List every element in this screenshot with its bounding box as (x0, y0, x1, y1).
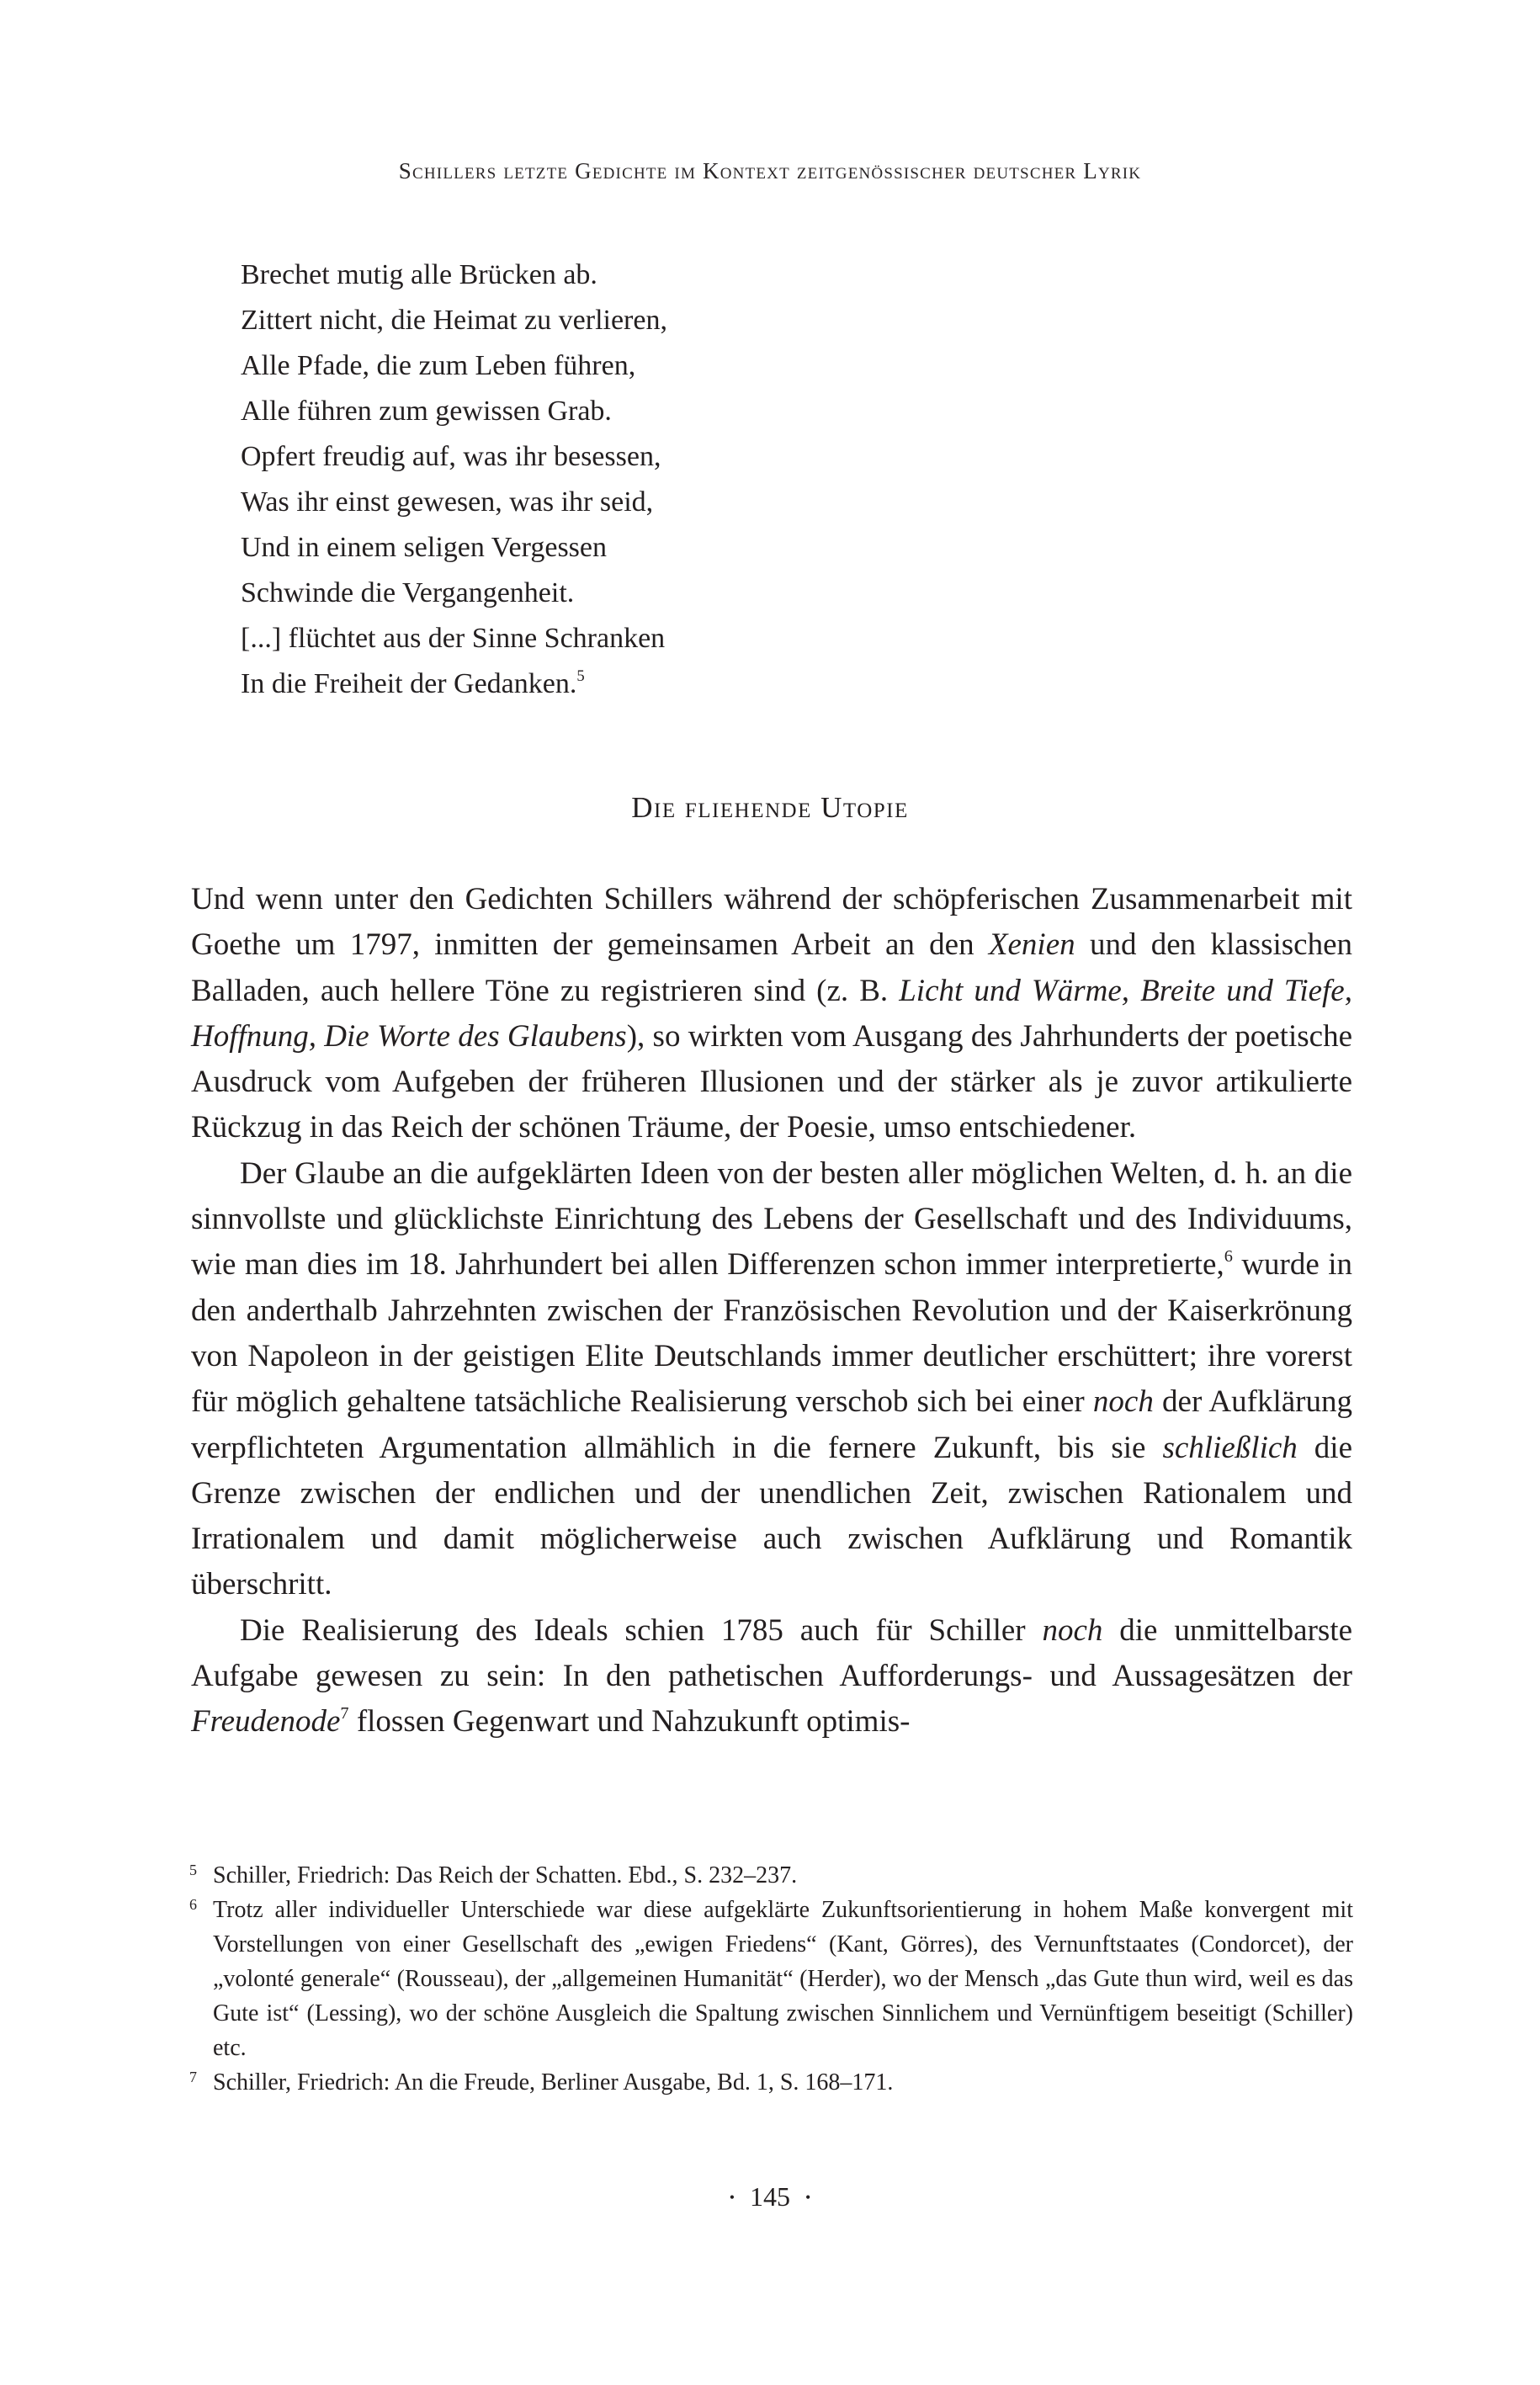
poem-line: [...] flüchtet aus der Sinne Schranken (241, 623, 666, 654)
footnote-ref-6[interactable]: 6 (1224, 1247, 1233, 1267)
text-run: wurde in den anderthalb Jahrzehnten zwischen der Französischen Revolution und der Kaiserkrönung von Napoleon in der geistigen Elite Deutschlands immer deutlicher erschüttert; ihre vorerst für möglich gehaltene tatsächliche Realisierung verschob sich bei einer (191, 1247, 1353, 1420)
text-run: und den klassischen Balladen, auch hellere Töne zu registrieren sind (z. B. (191, 927, 1352, 1008)
footnote-text: Schiller, Friedrich: An die Freude, Berliner Ausgabe, Bd. 1, S. 168–171. (213, 2069, 894, 2096)
text-run: Der Glaube an die aufgeklärten Ideen von der besten aller möglichen Welten, d. h. an die sinnvollste und glücklichste Einrichtung des Lebens der Gesellschaft und des Individuums, wie man dies im 18. Jahrhundert bei allen Differenzen schon immer interpretierte, (191, 1155, 1352, 1283)
footnote-7 (189, 2065, 1353, 2100)
italic-emphasis: noch (1092, 1384, 1154, 1420)
page-number (0, 2181, 1540, 2212)
poem-line (241, 661, 667, 707)
text-run: Und wenn unter den Gedichten Schillers während der schöpferischen Zusammenarbeit mit Goethe um 1797, inmitten der gemeinsamen Arbeit an den (191, 882, 1352, 963)
footnote-number: 5 (189, 1862, 197, 1878)
text-run: flossen Gegenwart und Nahzukunft optimis- (348, 1704, 911, 1740)
footnote-ref-7[interactable]: 7 (340, 1704, 349, 1724)
poem-line: Alle führen zum gewissen Grab. (241, 396, 612, 427)
poem-line: Alle Pfade, die zum Leben führen, (241, 350, 636, 381)
italic-emphasis: noch (1042, 1612, 1103, 1648)
running-head: Schillers letzte Gedichte im Kontext zeitgenössischer deutscher Lyrik (398, 158, 1142, 183)
italic-title: Freudenode (191, 1704, 341, 1740)
poem-line: Brechet mutig alle Brücken ab. (241, 259, 597, 290)
text-run: Die Realisierung des Ideals schien 1785 auch für Schiller (240, 1612, 1043, 1648)
text-run: der Aufklärung verpflichteten Argumentation allmählich in die fernere Zukunft, bis sie (191, 1384, 1352, 1465)
footnote-6 (189, 1893, 1353, 2065)
footnote-ref-5[interactable]: 5 (576, 667, 585, 685)
page-number-text: 145 (750, 2181, 790, 2212)
poem-line-text: In die Freiheit der Gedanken. (241, 668, 577, 699)
poem-line: Opfert freudig auf, was ihr besessen, (241, 441, 661, 472)
poem-quote (241, 252, 667, 707)
paragraph-1 (191, 877, 1352, 1151)
footnote-text: Schiller, Friedrich: Das Reich der Schatten. Ebd., S. 232–237. (213, 1862, 798, 1888)
bullet-ornament-icon: • (805, 2189, 811, 2206)
poem-line: Schwinde die Vergangenheit. (241, 577, 575, 608)
italic-title: Xenien (988, 927, 1075, 963)
footnote-5 (189, 1858, 1353, 1893)
footnote-number: 6 (189, 1896, 197, 1913)
footnotes (189, 1858, 1353, 2100)
bullet-ornament-icon: • (729, 2189, 735, 2206)
italic-emphasis: schließlich (1162, 1430, 1298, 1465)
poem-line: Zittert nicht, die Heimat zu verlieren, (241, 305, 667, 336)
body-text (191, 877, 1352, 1745)
text-run: ), so wirkten vom Ausgang des Jahrhunderts der poetische Ausdruck vom Aufgeben der früheren Illusionen und der stärker als je zuvor artikulierte Rückzug in das Reich der schönen Träume, der Poesie, umso entschiedener. (191, 1018, 1352, 1145)
text-run: die unmittelbarste Aufgabe gewesen zu sein: In den pathetischen Aufforderungs- und Aussagesätzen der (191, 1612, 1353, 1694)
poem-line: Und in einem seligen Vergessen (241, 532, 607, 563)
section-heading: Die fliehende Utopie (631, 791, 909, 824)
paragraph-3 (191, 1608, 1352, 1745)
paragraph-2 (191, 1151, 1352, 1608)
italic-titles: Licht und Wärme, Breite und Tiefe, Hoffnung, Die Worte des Glaubens (191, 973, 1352, 1054)
text-run: die Grenze zwischen der endlichen und der unendlichen Zeit, zwischen Rationalem und Irrationalem und damit möglicherweise auch zwischen Aufklärung und Romantik überschritt. (191, 1430, 1352, 1602)
footnote-number: 7 (189, 2069, 197, 2085)
footnote-text: Trotz aller individueller Unterschiede war diese aufgeklärte Zukunftsorientierung in hohem Maße konvergent mit Vorstellungen von einer Gesellschaft des „ewigen Friedens“ (Kant, Görres), des Vernunftstaates (Condorcet), der „volonté generale“ (Rousseau), der „allgemeinen Humanität“ (Herder), wo der Mensch „das Gute thun wird, weil es das Gute ist“ (Lessing), wo der schöne Ausgleich die Spaltung zwischen Sinnlichem und Vernünftigem beseitigt (Schiller) etc. (213, 1897, 1353, 2061)
poem-line: Was ihr einst gewesen, was ihr seid, (241, 486, 654, 518)
